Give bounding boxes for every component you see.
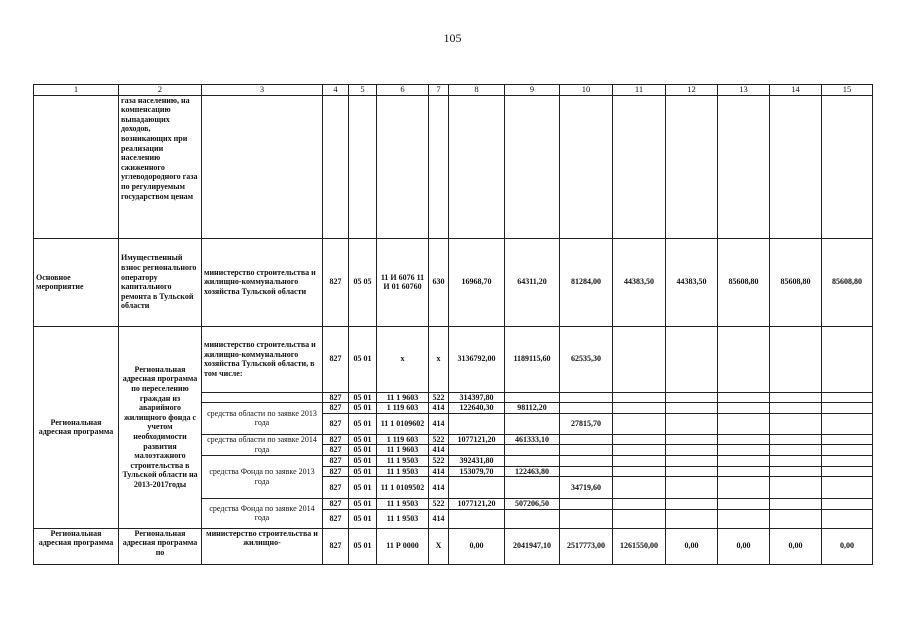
cell-c6: 11 1 9603 bbox=[377, 392, 429, 403]
cell-c10: 81284,00 bbox=[560, 238, 613, 326]
cell-c15: 0,00 bbox=[822, 528, 873, 564]
cell-c5: 05 05 bbox=[349, 238, 377, 326]
cell-c7: 414 bbox=[429, 445, 449, 456]
cell-c4: 827 bbox=[323, 403, 349, 414]
cell-c8: 153079,70 bbox=[449, 466, 505, 477]
header-cell: 5 bbox=[349, 85, 377, 96]
cell-c5: 05 01 bbox=[349, 466, 377, 477]
cell-c11: 44383,50 bbox=[613, 238, 666, 326]
budget-table bbox=[33, 84, 873, 565]
cell-c8: 314397,80 bbox=[449, 392, 505, 403]
cell-c4: 827 bbox=[323, 509, 349, 528]
cell-program-name: Региональная адресная программа по переселению граждан из аварийного жилищного фонда с учетом необходимости развития малоэтажного строительства в Тульской области на 2013-2017годы bbox=[119, 326, 202, 528]
header-cell: 7 bbox=[429, 85, 449, 96]
header-cell: 13 bbox=[718, 85, 770, 96]
cell-c10: 34719,60 bbox=[560, 477, 613, 499]
header-cell: 9 bbox=[505, 85, 560, 96]
cell-c4: 827 bbox=[323, 499, 349, 510]
header-cell: 11 bbox=[613, 85, 666, 96]
cell-c4: 827 bbox=[323, 455, 349, 466]
cell-c4: 827 bbox=[323, 477, 349, 499]
header-row bbox=[34, 85, 873, 96]
cell-c11: 1261550,00 bbox=[613, 528, 666, 564]
cell-executor bbox=[202, 392, 323, 403]
cell-c6: х bbox=[377, 326, 429, 392]
cell-c5: 05 01 bbox=[349, 499, 377, 510]
cell-c6: 11 1 0109602 bbox=[377, 413, 429, 434]
cell-c4: 827 bbox=[323, 445, 349, 456]
cell-program-name: Имущественный взнос регионального оператору капитального ремонта в Тульской области bbox=[119, 238, 202, 326]
cell-c7: 522 bbox=[429, 392, 449, 403]
cell-c6: 11 1 9503 bbox=[377, 455, 429, 466]
cell-c8: 0,00 bbox=[449, 528, 505, 564]
cell-c6: 11 И 6076 11 И 01 60760 bbox=[377, 238, 429, 326]
cell-program-name: Региональная адресная программа по bbox=[119, 528, 202, 564]
cell-executor: министерство строительства и жилищно- bbox=[202, 528, 323, 564]
header-cell: 2 bbox=[119, 85, 202, 96]
cell-c4: 827 bbox=[323, 392, 349, 403]
cell-c7: Х bbox=[429, 528, 449, 564]
cell-type: Основное мероприятие bbox=[34, 238, 119, 326]
cell-c8: 3136792,00 bbox=[449, 326, 505, 392]
cell-c4: 827 bbox=[323, 434, 349, 445]
cell-c6: 11 Р 0000 bbox=[377, 528, 429, 564]
cell-c4: 827 bbox=[323, 326, 349, 392]
cell-c8: 16968,70 bbox=[449, 238, 505, 326]
cell-c8: 392431,80 bbox=[449, 455, 505, 466]
page-number: 105 bbox=[443, 31, 462, 45]
cell-c5: 05 01 bbox=[349, 445, 377, 456]
cell-c7: 414 bbox=[429, 509, 449, 528]
header-cell: 1 bbox=[34, 85, 119, 96]
cell-c7: 414 bbox=[429, 477, 449, 499]
cell-c6: 11 1 9503 bbox=[377, 466, 429, 477]
header-cell: 6 bbox=[377, 85, 429, 96]
cell-c8: 1077121,20 bbox=[449, 434, 505, 445]
cell-c12: 0,00 bbox=[666, 528, 718, 564]
cell-c4: 827 bbox=[323, 238, 349, 326]
cell-c8: 1077121,20 bbox=[449, 499, 505, 510]
table-row-continuation bbox=[34, 95, 873, 238]
cell-c15: 85608,80 bbox=[822, 238, 873, 326]
cell-executor bbox=[202, 95, 323, 238]
header-cell: 8 bbox=[449, 85, 505, 96]
cell-c10: 27815,70 bbox=[560, 413, 613, 434]
header-cell: 14 bbox=[770, 85, 822, 96]
cell-c6: 11 1 9503 bbox=[377, 509, 429, 528]
cell-executor: министерство строительства и жилищно-коммунального хозяйства Тульской области bbox=[202, 238, 323, 326]
cell-c7: 522 bbox=[429, 455, 449, 466]
cell-c5: 05 01 bbox=[349, 477, 377, 499]
cell-c9: 98112,20 bbox=[505, 403, 560, 414]
cell-type: Региональная адресная программа bbox=[34, 326, 119, 528]
header-cell: 10 bbox=[560, 85, 613, 96]
cell-c5: 05 01 bbox=[349, 528, 377, 564]
cell-c12: 44383,50 bbox=[666, 238, 718, 326]
cell-c5: 05 01 bbox=[349, 434, 377, 445]
cell-c7: 630 bbox=[429, 238, 449, 326]
cell-c9: 507206,50 bbox=[505, 499, 560, 510]
cell-c13: 85608,80 bbox=[718, 238, 770, 326]
cell-c5: 05 01 bbox=[349, 326, 377, 392]
cell-c7: 414 bbox=[429, 466, 449, 477]
cell-c4: 827 bbox=[323, 466, 349, 477]
cell-funding-source: средства области по заявке 2013 года bbox=[202, 403, 323, 435]
header-cell: 4 bbox=[323, 85, 349, 96]
cell-c5: 05 01 bbox=[349, 509, 377, 528]
cell-funding-source: средства Фонда по заявке 2013 года bbox=[202, 455, 323, 498]
cell-c14: 85608,80 bbox=[770, 238, 822, 326]
cell-c13: 0,00 bbox=[718, 528, 770, 564]
cell-c6: 11 1 9503 bbox=[377, 499, 429, 510]
cell-c6: 11 1 9603 bbox=[377, 445, 429, 456]
cell-c6: 1 119 603 bbox=[377, 403, 429, 414]
cell-c5: 05 01 bbox=[349, 392, 377, 403]
table-row-main-event bbox=[34, 238, 873, 326]
cell-c10: 62535,30 bbox=[560, 326, 613, 392]
cell-c14: 0,00 bbox=[770, 528, 822, 564]
cell-c4: 827 bbox=[323, 528, 349, 564]
cell-c5: 05 01 bbox=[349, 403, 377, 414]
cell-c7: 414 bbox=[429, 413, 449, 434]
cell-c9: 461333,10 bbox=[505, 434, 560, 445]
header-cell: 12 bbox=[666, 85, 718, 96]
cell-c10: 2517773,00 bbox=[560, 528, 613, 564]
header-cell: 15 bbox=[822, 85, 873, 96]
cell-c7: х bbox=[429, 326, 449, 392]
cell-funding-source: средства Фонда по заявке 2014 года bbox=[202, 499, 323, 529]
cell-c7: 522 bbox=[429, 434, 449, 445]
cell-c5: 05 01 bbox=[349, 413, 377, 434]
cell-c5: 05 01 bbox=[349, 455, 377, 466]
cell-c8: 122640,30 bbox=[449, 403, 505, 414]
table-row-program bbox=[34, 326, 873, 392]
cell-c9: 122463,80 bbox=[505, 466, 560, 477]
table-row-program bbox=[34, 528, 873, 564]
cell-c7: 522 bbox=[429, 499, 449, 510]
cell-executor: министерство строительства и жилищно-коммунального хозяйства Тульской области, в том числе: bbox=[202, 326, 323, 392]
cell-program-name: газа населению, на компенсацию выпадающих доходов, возникающих при реализации населению сжиженного углеводородного газа по регулируемым государством ценам bbox=[119, 95, 202, 238]
cell-c4: 827 bbox=[323, 413, 349, 434]
cell-c9: 64311,20 bbox=[505, 238, 560, 326]
cell-c6: 1 119 603 bbox=[377, 434, 429, 445]
cell-c6: 11 1 0109502 bbox=[377, 477, 429, 499]
cell-type: Региональная адресная программа bbox=[34, 528, 119, 564]
cell-c7: 414 bbox=[429, 403, 449, 414]
cell-type bbox=[34, 95, 119, 238]
header-cell: 3 bbox=[202, 85, 323, 96]
cell-c9: 2041947,10 bbox=[505, 528, 560, 564]
cell-c9: 1189115,60 bbox=[505, 326, 560, 392]
cell-funding-source: средства области по заявке 2014 года bbox=[202, 434, 323, 455]
